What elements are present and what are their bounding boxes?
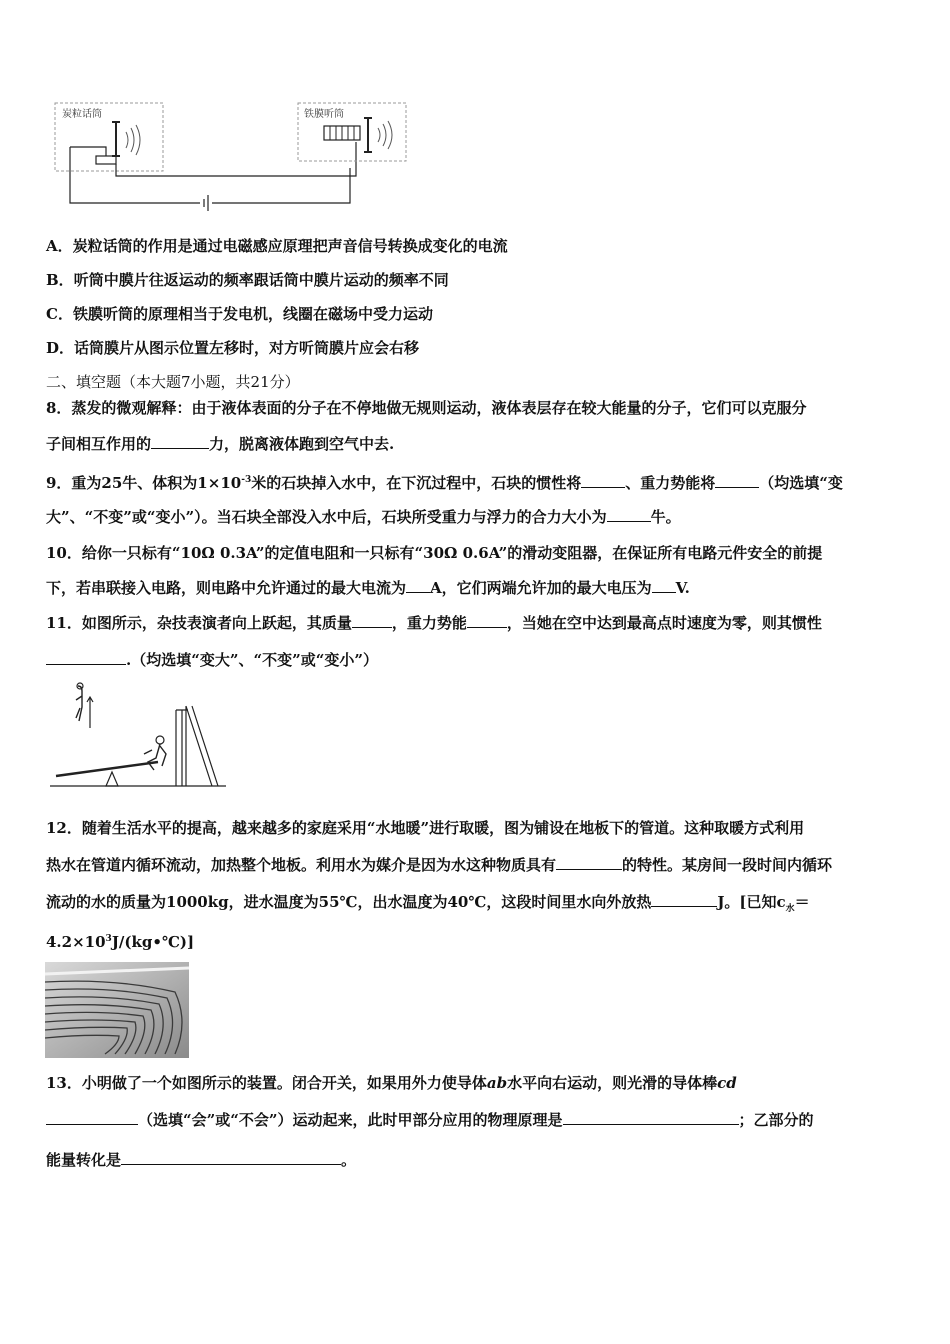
q10-blank-1[interactable] [406, 578, 430, 593]
option-a[interactable]: A．炭粒话筒的作用是通过电磁感应原理把声音信号转换成变化的电流 [46, 237, 508, 255]
q11-line1: 11．如图所示，杂技表演者向上跃起，其质量 ，重力势能 ，当她在空中达到最高点时速度为零，则其惯性 [46, 614, 822, 632]
q9-line1: 9．重为25牛、体积为$1\times 10^{-3}$米的石块掉入水中，在下沉过程中，石块的惯性将 、重力势能将 （均选填“变 [46, 474, 843, 492]
acrobat-figure [48, 680, 228, 792]
q10-line1: 10．给你一只标有“10Ω 0.3A”的定值电阻和一只标有“30Ω 0.6A”的滑动变阻器，在保证所有电路元件安全的前提 [46, 544, 823, 562]
q8-line2: 子间相互作用的 力，脱离液体跑到空气中去. [46, 435, 395, 453]
q12-line2: 热水在管道内循环流动，加热整个地板。利用水为媒介是因为水这种物质具有 的特性。某房间一段时间内循环 [46, 856, 833, 874]
q13-line2: （选填“会”或“不会”）运动起来，此时甲部分应用的物理原理是 ；乙部分的 [46, 1110, 906, 1130]
q11-blank-3[interactable] [46, 650, 126, 665]
option-b[interactable]: B．听筒中膜片往返运动的频率跟话筒中膜片运动的频率不同 [46, 271, 449, 289]
q13-line1: 13．小明做了一个如图所示的装置。闭合开关，如果用外力使导体ab水平向右运动，则光滑的导体棒cd [46, 1074, 737, 1092]
q9-blank-2[interactable] [715, 473, 759, 488]
q9-blank-3[interactable] [607, 507, 651, 522]
option-c[interactable]: C．铁膜听筒的原理相当于发电机，线圈在磁场中受力运动 [46, 305, 433, 323]
q8-line1: 8．蒸发的微观解释：由于液体表面的分子在不停地做无规则运动，液体表层存在较大能量的分子，它们可以克服分 [46, 399, 807, 417]
telephone-circuit-figure [52, 100, 412, 212]
q8-blank[interactable] [151, 434, 209, 449]
q13-line3: 能量转化是 。 [46, 1151, 357, 1169]
q10-blank-2[interactable] [652, 578, 676, 593]
q12-line4: $4.2\times 10^3J/(kg•℃)$] [46, 933, 195, 951]
q13-blank-2[interactable] [563, 1110, 739, 1125]
q10-line2: 下，若串联接入电路，则电路中允许通过的最大电流为 A，它们两端允许加的最大电压为 V. [46, 579, 690, 597]
q12-line3: 流动的水的质量为1000kg，进水温度为55℃，出水温度为40℃，这段时间里水向外放热 J。[已知$c_水=$ [46, 893, 810, 914]
section-title: 二、填空题（本大题7小题，共21分） [46, 373, 300, 391]
microphone-label: 炭粒话筒 [62, 109, 102, 120]
floor-heating-photo [45, 962, 189, 1058]
q12-blank-1[interactable] [556, 855, 622, 870]
q11-blank-1[interactable] [352, 613, 392, 628]
q13-blank-3[interactable] [121, 1150, 341, 1165]
q13-blank-1[interactable] [46, 1110, 138, 1125]
q12-line1: 12．随着生活水平的提高，越来越多的家庭采用“水地暖”进行取暖，图为铺设在地板下的管道。这种取暖方式利用 [46, 819, 805, 837]
earphone-label: 铁膜听筒 [304, 109, 344, 120]
q11-line2: .（均选填“变大”、“不变”或“变小”） [46, 650, 906, 670]
q9-line2: 大”、“不变”或“变小”）。当石块全部没入水中后，石块所受重力与浮力的合力大小为 牛。 [46, 508, 681, 526]
q12-blank-2[interactable] [651, 892, 717, 907]
q9-blank-1[interactable] [581, 473, 625, 488]
q11-blank-2[interactable] [467, 613, 507, 628]
option-d[interactable]: D．话筒膜片从图示位置左移时，对方听筒膜片应会右移 [46, 339, 420, 357]
